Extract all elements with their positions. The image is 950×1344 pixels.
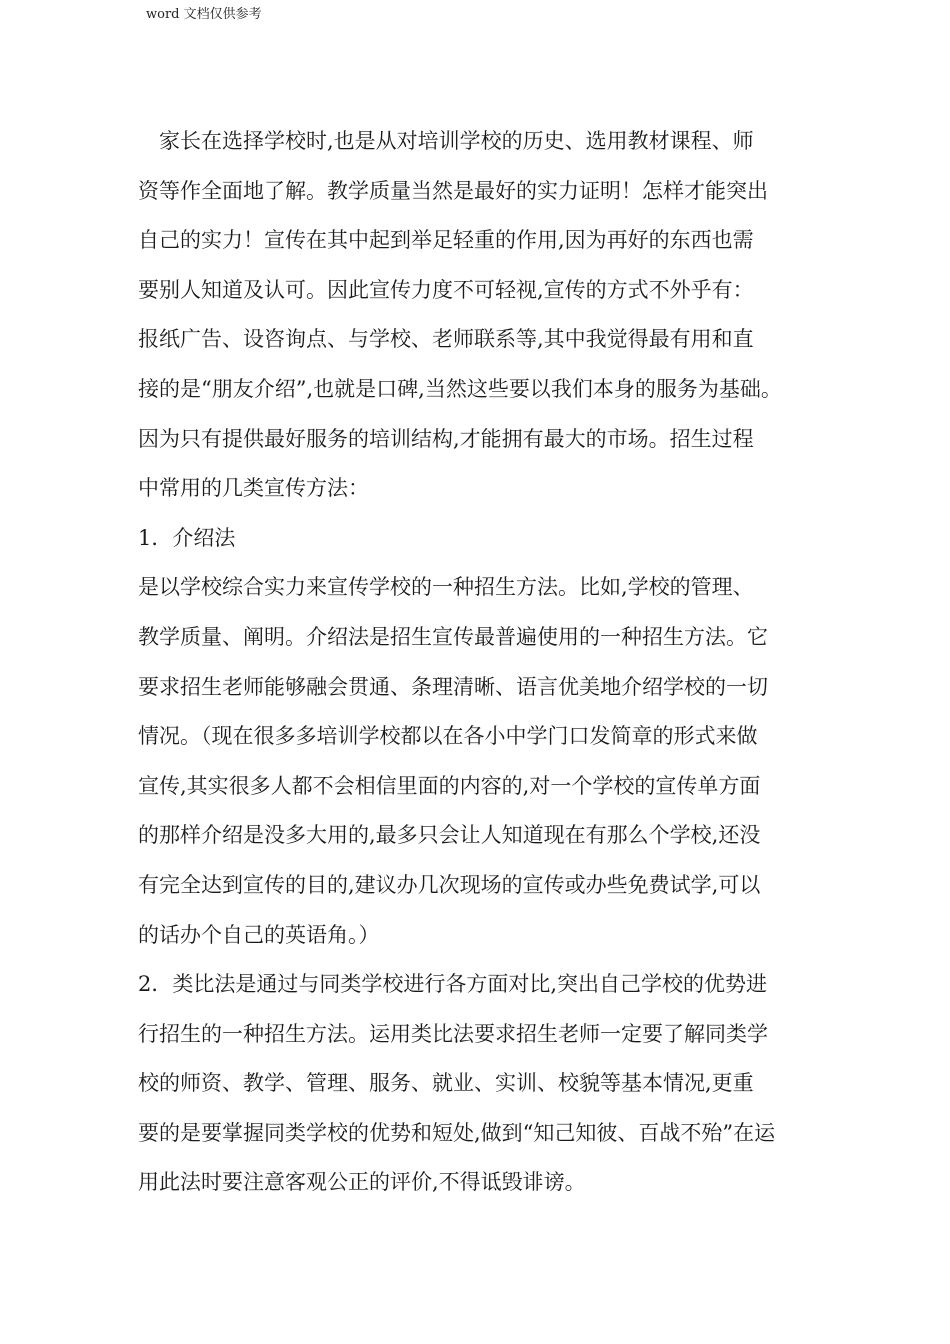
text-line: 中常用的几类宣传方法： <box>138 476 369 501</box>
text-line: 行招生的一种招生方法。运用类比法要求招生老师一定要了解同类学 <box>138 1021 768 1046</box>
intro-paragraph <box>138 117 820 514</box>
text-line: 宣传,其实很多人都不会相信里面的内容的,对一个学校的宣传单方面 <box>138 773 761 798</box>
text-line: 的话办个自己的英语角。） <box>138 922 380 947</box>
text-line: 资等作全面地了解。教学质量当然是最好的实力证明！怎样才能突出 <box>138 178 768 203</box>
text-line: 情况。（现在很多多培训学校都以在各小中学门口发简章的形式来做 <box>138 724 758 749</box>
text-line: 的那样介绍是没多大用的,最多只会让人知道现在有那么个学校,还没 <box>138 823 761 848</box>
text-line: 要的是要掌握同类学校的优势和短处,做到“知己知彼、百战不殆”在运 <box>138 1120 776 1145</box>
text-line: 家长在选择学校时,也是从对培训学校的历史、选用教材课程、师 <box>138 129 754 153</box>
text-line: 2．类比法是通过与同类学校进行各方面对比,突出自己学校的优势进 <box>138 972 768 997</box>
text-line: 接的是“朋友介绍”,也就是口碑,当然这些要以我们本身的服务为基础。 <box>138 376 782 401</box>
text-line: 有完全达到宣传的目的,建议办几次现场的宣传或办些免费试学,可以 <box>138 872 761 897</box>
text-line: 用此法时要注意客观公正的评价,不得诋毁诽谤。 <box>138 1170 586 1195</box>
document-body <box>138 117 820 1208</box>
text-line: 教学质量、阐明。介绍法是招生宣传最普遍使用的一种招生方法。它 <box>138 624 768 649</box>
text-line: 要别人知道及认可。因此宣传力度不可轻视,宣传的方式不外乎有： <box>138 277 754 302</box>
text-line: 要求招生老师能够融会贯通、条理清晰、语言优美地介绍学校的一切 <box>138 674 768 699</box>
text-line: 因为只有提供最好服务的培训结构,才能拥有最大的市场。招生过程 <box>138 426 754 451</box>
introduction-method-paragraph <box>138 563 820 960</box>
text-line: 是以学校综合实力来宣传学校的一种招生方法。比如,学校的管理、 <box>138 575 754 600</box>
text-line: 自己的实力！宣传在其中起到举足轻重的作用,因为再好的东西也需 <box>138 228 754 253</box>
text-line: 报纸广告、设咨询点、与学校、老师联系等,其中我觉得最有用和直 <box>138 327 754 352</box>
section-heading: 1．介绍法 <box>138 525 236 550</box>
text-line: 校的师资、教学、管理、服务、就业、实训、校貌等基本情况,更重 <box>138 1071 754 1096</box>
analogy-method-paragraph <box>138 960 820 1208</box>
section-heading-introduction <box>138 514 820 564</box>
page-header: word 文档仅供参考 <box>146 7 262 22</box>
